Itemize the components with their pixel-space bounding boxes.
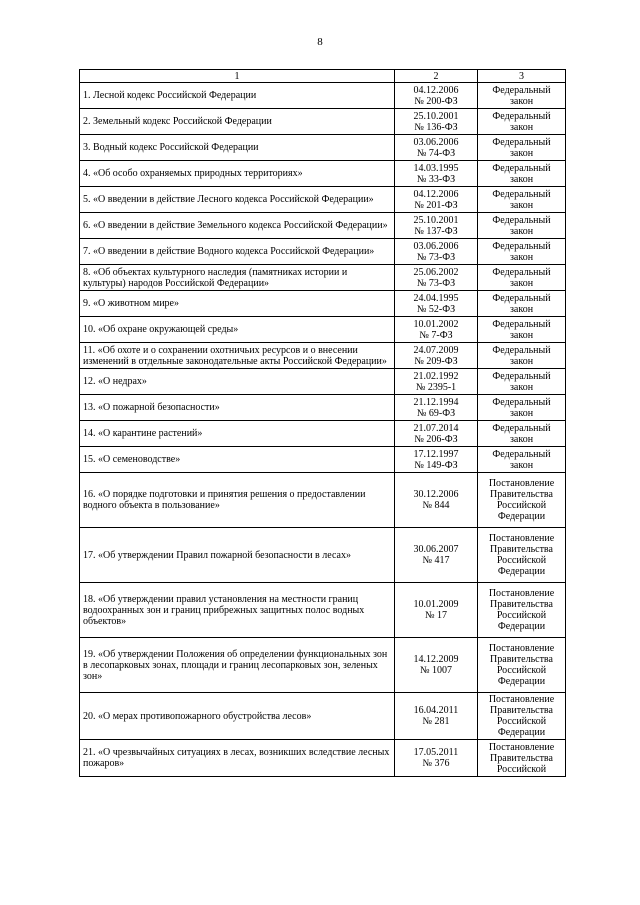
act-title: 7. «О введении в действие Водного кодекса Российской Федерации» [80,239,395,265]
table-row [80,343,566,369]
act-date: 04.12.2006 [413,188,459,200]
act-kind-line: закон [509,147,534,159]
act-kind-line: закон [509,173,534,185]
act-date: 21.07.2014 [413,422,459,434]
act-kind-cell [478,693,566,740]
act-kind-line: закон [509,381,534,393]
act-kind-line: Правительства [490,705,553,716]
act-title: 10. «Об охране окружающей среды» [80,317,395,343]
act-kind-cell [478,239,566,265]
act-date-cell [395,395,478,421]
act-kind-cell [478,638,566,693]
act-kind-line: Российской [496,555,547,566]
act-number: № 69-ФЗ [416,407,456,419]
act-title: 15. «О семеноводстве» [80,447,395,473]
act-kind-line: Федеральный [492,292,551,304]
act-kind-line: Правительства [490,752,553,764]
table-header-row [80,70,566,83]
act-kind-line: закон [509,251,534,263]
act-kind-cell [478,161,566,187]
act-kind-line: Федерации [497,511,546,522]
page-number: 8 [317,36,323,48]
act-title: 16. «О порядке подготовки и принятия решения о предоставлении водного объекта в пользование» [80,473,395,528]
act-number: № 376 [422,758,450,769]
act-kind-line: закон [509,459,534,471]
act-kind-line: Федеральный [492,136,551,148]
act-kind-line: Российской [496,716,547,727]
act-kind-cell [478,317,566,343]
act-date: 16.04.2011 [413,705,459,716]
act-kind-line: Постановление [488,694,555,705]
table-row [80,109,566,135]
act-number: № 200-ФЗ [414,95,458,107]
act-date: 25.06.2002 [413,266,459,278]
act-number: № 73-ФЗ [416,277,456,289]
act-kind-line: Федеральный [492,396,551,408]
table-row [80,239,566,265]
act-date: 14.03.1995 [413,162,459,174]
act-kind-line: Правительства [490,654,553,665]
act-kind-line: закон [509,355,534,367]
act-date-cell [395,109,478,135]
act-date: 21.12.1994 [413,396,459,408]
act-date: 24.04.1995 [413,292,459,304]
act-kind-line: Федеральный [492,188,551,200]
act-date-cell [395,343,478,369]
act-kind-line: Постановление [488,533,555,544]
act-number: № 844 [422,500,450,511]
act-kind-line: закон [509,95,534,107]
act-title: 18. «Об утверждении правил установления на местности границ водоохранных зон и границ прибрежных защитных полос водных объектов» [80,583,395,638]
act-date-cell [395,447,478,473]
act-title: 11. «Об охоте и о сохранении охотничьих ресурсов и о внесении изменений в отдельные законодательные акты Российской Федерации» [80,343,395,369]
legal-acts-table [79,69,566,777]
act-number: № 201-ФЗ [414,199,458,211]
act-kind-cell [478,135,566,161]
act-date: 14.12.2009 [413,654,459,665]
act-kind-line: Правительства [490,489,553,500]
column-header: 1 [80,70,395,83]
act-date-cell [395,213,478,239]
table-row [80,187,566,213]
act-kind-line: Правительства [490,599,553,610]
act-kind-line: Федерации [497,566,546,577]
act-number: № 7-ФЗ [419,329,453,341]
act-kind-cell [478,83,566,109]
table-row [80,447,566,473]
act-kind-line: Федеральный [492,370,551,382]
act-title: 21. «О чрезвычайных ситуациях в лесах, возникших вследствие лесных пожаров» [80,740,395,777]
act-number: № 206-ФЗ [414,433,458,445]
act-date-cell [395,528,478,583]
act-title: 5. «О введении в действие Лесного кодекса Российской Федерации» [80,187,395,213]
act-title: 14. «О карантине растений» [80,421,395,447]
act-date: 04.12.2006 [413,84,459,96]
act-date-cell [395,265,478,291]
act-kind-cell [478,421,566,447]
act-kind-line: Федеральный [492,240,551,252]
act-kind-cell [478,740,566,777]
act-kind-line: Федеральный [492,84,551,96]
act-date-cell [395,693,478,740]
act-kind-cell [478,109,566,135]
act-date-cell [395,135,478,161]
act-kind-line: Постановление [488,741,555,753]
act-date: 30.12.2006 [413,489,459,500]
act-kind-cell [478,528,566,583]
act-kind-line: Федерации [497,621,546,632]
act-kind-line: Федеральный [492,266,551,278]
table-row [80,317,566,343]
act-number: № 2395-1 [415,381,457,393]
act-kind-line: Федеральный [492,448,551,460]
act-kind-line: Постановление [488,643,555,654]
act-date-cell [395,187,478,213]
table-row [80,693,566,740]
table-row [80,135,566,161]
act-kind-cell [478,213,566,239]
act-date-cell [395,740,478,777]
act-kind-line: Российской [496,665,547,676]
act-title: 20. «О мерах противопожарного обустройства лесов» [80,693,395,740]
act-date: 10.01.2009 [413,599,459,610]
act-kind-line: закон [509,329,534,341]
act-kind-line: Постановление [488,588,555,599]
act-date: 25.10.2001 [413,214,459,226]
table-row [80,583,566,638]
act-date-cell [395,638,478,693]
act-title: 13. «О пожарной безопасности» [80,395,395,421]
act-number: № 417 [422,555,450,566]
table-row [80,638,566,693]
table-row [80,161,566,187]
act-number: № 74-ФЗ [416,147,456,159]
act-title: 19. «Об утверждении Положения об определении функциональных зон в лесопарковых зонах, площади и границ лесопарковых зон, зеленых зон» [80,638,395,693]
table-row [80,740,566,777]
act-kind-line: Российской [496,763,547,775]
act-kind-cell [478,187,566,213]
act-date: 03.06.2006 [413,136,459,148]
act-number: № 136-ФЗ [414,121,458,133]
act-kind-line: Правительства [490,544,553,555]
act-date: 24.07.2009 [413,344,459,356]
act-date: 21.02.1992 [413,370,459,382]
table-row [80,369,566,395]
act-number: № 209-ФЗ [414,355,458,367]
act-kind-line: Федеральный [492,162,551,174]
table-row [80,291,566,317]
act-title: 2. Земельный кодекс Российской Федерации [80,109,395,135]
act-kind-line: Российской [496,610,547,621]
act-kind-cell [478,343,566,369]
act-date-cell [395,161,478,187]
act-date-cell [395,473,478,528]
act-date-cell [395,583,478,638]
table-row [80,83,566,109]
act-kind-cell [478,265,566,291]
act-kind-line: Федеральный [492,422,551,434]
act-kind-cell [478,395,566,421]
act-kind-line: Федеральный [492,110,551,122]
act-title: 9. «О животном мире» [80,291,395,317]
act-kind-line: Федерации [497,727,546,738]
column-header: 3 [478,70,566,83]
act-number: № 33-ФЗ [416,173,456,185]
act-kind-cell [478,291,566,317]
act-date-cell [395,369,478,395]
act-title: 6. «О введении в действие Земельного кодекса Российской Федерации» [80,213,395,239]
column-header: 2 [395,70,478,83]
act-kind-line: закон [509,199,534,211]
act-number: № 73-ФЗ [416,251,456,263]
act-number: № 281 [422,716,450,727]
table-row [80,265,566,291]
act-kind-line: закон [509,433,534,445]
act-number: № 52-ФЗ [416,303,456,315]
act-kind-cell [478,369,566,395]
act-date: 17.12.1997 [413,448,459,460]
act-date: 25.10.2001 [413,110,459,122]
act-date-cell [395,83,478,109]
act-date-cell [395,239,478,265]
act-kind-line: Федеральный [492,344,551,356]
act-date: 03.06.2006 [413,240,459,252]
act-date-cell [395,317,478,343]
table-row [80,473,566,528]
act-kind-cell [478,473,566,528]
act-title: 4. «Об особо охраняемых природных территориях» [80,161,395,187]
act-kind-line: закон [509,303,534,315]
act-number: № 137-ФЗ [414,225,458,237]
act-date-cell [395,291,478,317]
act-title: 8. «Об объектах культурного наследия (памятниках истории и культуры) народов Российской Федерации» [80,265,395,291]
act-date: 10.01.2002 [413,318,459,330]
act-number: № 149-ФЗ [414,459,458,471]
act-kind-line: Федеральный [492,318,551,330]
act-number: № 17 [424,610,448,621]
act-title: 1. Лесной кодекс Российской Федерации [80,83,395,109]
act-kind-line: Федерации [497,676,546,687]
act-kind-cell [478,583,566,638]
act-kind-line: Российской [496,500,547,511]
act-title: 17. «Об утверждении Правил пожарной безопасности в лесах» [80,528,395,583]
table-row [80,528,566,583]
act-kind-line: закон [509,225,534,237]
act-kind-line: закон [509,407,534,419]
act-kind-line: Постановление [488,478,555,489]
act-date: 30.06.2007 [413,544,459,555]
table-row [80,395,566,421]
act-kind-line: закон [509,277,534,289]
act-kind-line: закон [509,121,534,133]
table-row [80,213,566,239]
act-title: 12. «О недрах» [80,369,395,395]
act-kind-cell [478,447,566,473]
act-kind-line: Федеральный [492,214,551,226]
act-date: 17.05.2011 [413,747,459,758]
table-row [80,421,566,447]
act-number: № 1007 [419,665,453,676]
act-title: 3. Водный кодекс Российской Федерации [80,135,395,161]
act-date-cell [395,421,478,447]
